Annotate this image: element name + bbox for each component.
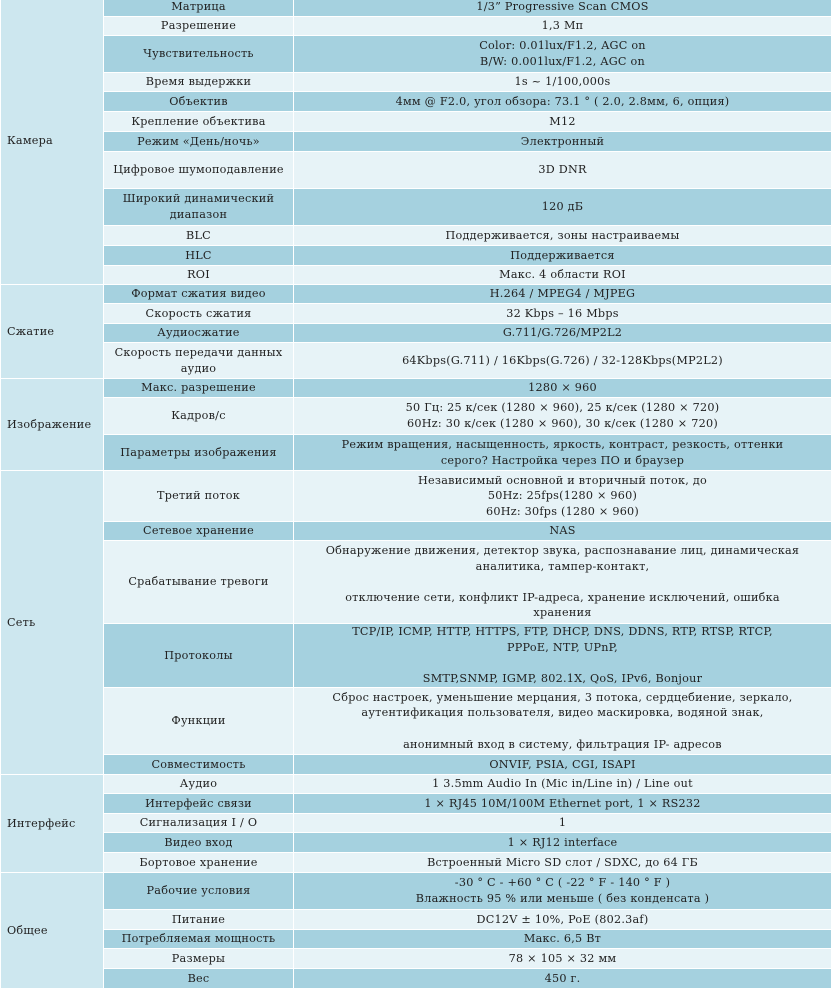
spec-key-cell: Бортовое хранение [104, 853, 294, 873]
spec-value-line: 32 Kbps – 16 Mbps [298, 306, 827, 322]
spec-row [1, 471, 831, 522]
spec-value-cell [294, 246, 831, 266]
spec-row [1, 0, 831, 17]
spec-value-line: хранения [298, 605, 827, 621]
spec-row [1, 152, 831, 189]
spec-value-line [298, 656, 827, 672]
spec-key-cell: Потребляемая мощность [104, 930, 294, 949]
spec-value-line [298, 574, 827, 590]
category-cell: Интерфейс [1, 775, 104, 873]
spec-row [1, 17, 831, 36]
spec-value-line: -30 ° C - +60 ° C ( -22 ° F - 140 ° F ) [298, 875, 827, 891]
spec-key-cell: Скорость передачи данных аудио [104, 343, 294, 379]
spec-key-cell: Рабочие условия [104, 873, 294, 910]
spec-value-cell [294, 775, 831, 794]
spec-value-cell [294, 688, 831, 755]
spec-row [1, 755, 831, 775]
spec-value-line: 1s ~ 1/100,000s [298, 74, 827, 90]
spec-value-line: 60Hz: 30fps (1280 × 960) [298, 504, 827, 520]
spec-value-line: Макс. 6,5 Вт [298, 931, 827, 947]
spec-value-cell [294, 304, 831, 324]
spec-value-line: аналитика, тампер-контакт, [298, 559, 827, 575]
spec-value-cell [294, 833, 831, 853]
spec-value-cell [294, 873, 831, 910]
spec-row [1, 304, 831, 324]
spec-value-line: SMTP,SNMP, IGMP, 802.1X, QoS, IPv6, Bonjour [298, 671, 827, 687]
spec-value-line: 50 Гц: 25 к/сек (1280 × 960), 25 к/сек (1280 × 720) [298, 400, 827, 416]
spec-row [1, 92, 831, 112]
spec-row [1, 226, 831, 246]
spec-row [1, 814, 831, 833]
spec-key-cell: Размеры [104, 949, 294, 969]
spec-value-cell [294, 112, 831, 132]
spec-row [1, 522, 831, 541]
spec-value-cell [294, 435, 831, 471]
spec-key-cell: BLC [104, 226, 294, 246]
spec-value-line: Поддерживается [298, 248, 827, 264]
spec-value-line: NAS [298, 523, 827, 539]
spec-value-cell [294, 471, 831, 522]
spec-row [1, 688, 831, 755]
spec-value-line [298, 721, 827, 737]
spec-value-cell [294, 226, 831, 246]
spec-value-line: B/W: 0.001lux/F1.2, AGC on [298, 54, 827, 70]
spec-value-line: Поддерживается, зоны настраиваемы [298, 228, 827, 244]
spec-value-cell [294, 17, 831, 36]
spec-key-cell: Крепление объектива [104, 112, 294, 132]
spec-row [1, 910, 831, 930]
spec-value-cell [294, 285, 831, 304]
spec-row [1, 189, 831, 226]
spec-value-line: 4мм @ F2.0, угол обзора: 73.1 ° ( 2.0, 2.8мм, 6, опция) [298, 94, 827, 110]
spec-value-line: Независимый основной и вторичный поток, до [298, 473, 827, 489]
spec-value-line: 64Kbps(G.711) / 16Kbps(G.726) / 32-128Kbps(MP2L2) [298, 353, 827, 369]
spec-key-cell: Аудиосжатие [104, 324, 294, 343]
spec-value-line: 450 г. [298, 971, 827, 987]
spec-value-cell [294, 930, 831, 949]
spec-key-cell: ROI [104, 266, 294, 285]
spec-key-cell: Интерфейс связи [104, 794, 294, 814]
spec-key-cell: Аудио [104, 775, 294, 794]
spec-value-line: ONVIF, PSIA, CGI, ISAPI [298, 757, 827, 773]
spec-row [1, 379, 831, 398]
spec-value-cell [294, 266, 831, 285]
spec-value-cell [294, 92, 831, 112]
category-cell: Сеть [1, 471, 104, 775]
spec-value-line: Электронный [298, 134, 827, 150]
spec-value-line: Color: 0.01lux/F1.2, AGC on [298, 38, 827, 54]
spec-value-line: Влажность 95 % или меньше ( без конденсата ) [298, 891, 827, 907]
spec-key-cell: Сигнализация I / O [104, 814, 294, 833]
spec-row [1, 398, 831, 435]
spec-value-line: 1,3 Мп [298, 18, 827, 34]
spec-key-cell: Питание [104, 910, 294, 930]
spec-row [1, 949, 831, 969]
spec-value-line: 78 × 105 × 32 мм [298, 951, 827, 967]
spec-value-cell [294, 398, 831, 435]
spec-row [1, 541, 831, 624]
spec-value-line: 1 × RJ45 10M/100M Ethernet port, 1 × RS232 [298, 796, 827, 812]
category-cell: Изображение [1, 379, 104, 471]
spec-row [1, 624, 831, 688]
spec-value-line: 1 × RJ12 interface [298, 835, 827, 851]
spec-row [1, 324, 831, 343]
spec-value-cell [294, 152, 831, 189]
spec-value-cell [294, 949, 831, 969]
spec-value-cell [294, 794, 831, 814]
spec-row [1, 132, 831, 152]
spec-row [1, 112, 831, 132]
spec-value-line: анонимный вход в систему, фильтрация IP- адресов [298, 737, 827, 753]
spec-key-cell: Протоколы [104, 624, 294, 688]
spec-row [1, 833, 831, 853]
spec-row [1, 794, 831, 814]
spec-value-cell [294, 343, 831, 379]
spec-key-cell: Формат сжатия видео [104, 285, 294, 304]
spec-key-cell: Разрешение [104, 17, 294, 36]
spec-value-line: DC12V ± 10%, PoE (802.3af) [298, 912, 827, 928]
spec-row [1, 775, 831, 794]
category-cell: Общее [1, 873, 104, 989]
spec-row [1, 285, 831, 304]
spec-value-line: G.711/G.726/MP2L2 [298, 325, 827, 341]
spec-value-cell [294, 853, 831, 873]
spec-value-line: Обнаружение движения, детектор звука, распознавание лиц, динамическая [298, 543, 827, 559]
spec-key-cell: Макс. разрешение [104, 379, 294, 398]
spec-value-line: 60Hz: 30 к/сек (1280 × 960), 30 к/сек (1280 × 720) [298, 416, 827, 432]
spec-value-line: Макс. 4 области ROI [298, 267, 827, 283]
spec-value-line: 1 [298, 815, 827, 831]
spec-key-cell: Совместимость [104, 755, 294, 775]
spec-value-line: Сброс настроек, уменьшение мерцания, 3 потока, сердцебиение, зеркало, [298, 690, 827, 706]
spec-value-cell [294, 624, 831, 688]
spec-value-line: серого? Настройка через ПО и браузер [298, 453, 827, 469]
spec-value-cell [294, 814, 831, 833]
spec-value-cell [294, 910, 831, 930]
spec-value-line: 1/3” Progressive Scan CMOS [298, 0, 827, 15]
spec-value-line: Режим вращения, насыщенность, яркость, контраст, резкость, оттенки [298, 437, 827, 453]
spec-key-cell: Чувствительность [104, 36, 294, 73]
spec-row [1, 343, 831, 379]
spec-value-line: 1 3.5mm Audio In (Mic in/Line in) / Line out [298, 776, 827, 792]
spec-key-cell: Время выдержки [104, 73, 294, 92]
spec-key-cell: Видео вход [104, 833, 294, 853]
category-cell: Сжатие [1, 285, 104, 379]
spec-value-line: M12 [298, 114, 827, 130]
spec-row [1, 246, 831, 266]
spec-value-line: PPPoE, NTP, UPnP, [298, 640, 827, 656]
spec-key-cell: Матрица [104, 0, 294, 17]
spec-row [1, 853, 831, 873]
spec-row [1, 930, 831, 949]
spec-key-cell: Цифровое шумоподавление [104, 152, 294, 189]
spec-value-line: TCP/IP, ICMP, HTTP, HTTPS, FTP, DHCP, DNS, DDNS, RTP, RTSP, RTCP, [298, 624, 827, 640]
spec-value-cell [294, 0, 831, 17]
spec-value-line: аутентификация пользователя, видео маскировка, водяной знак, [298, 705, 827, 721]
spec-key-cell: Объектив [104, 92, 294, 112]
spec-row [1, 266, 831, 285]
spec-value-line: 3D DNR [298, 162, 827, 178]
category-cell: Камера [1, 0, 104, 285]
spec-key-cell: Вес [104, 969, 294, 989]
spec-value-line: 1280 × 960 [298, 380, 827, 396]
spec-value-cell [294, 324, 831, 343]
spec-key-cell: Широкий динамический диапазон [104, 189, 294, 226]
spec-key-cell: Сетевое хранение [104, 522, 294, 541]
spec-key-cell: Третий поток [104, 471, 294, 522]
spec-key-cell: Функции [104, 688, 294, 755]
spec-key-cell: Кадров/с [104, 398, 294, 435]
spec-value-line: 120 дБ [298, 199, 827, 215]
spec-value-line: отключение сети, конфликт IP-адреса, хранение исключений, ошибка [298, 590, 827, 606]
spec-value-line: Встроенный Micro SD слот / SDXC, до 64 ГБ [298, 855, 827, 871]
spec-value-cell [294, 189, 831, 226]
spec-value-cell [294, 522, 831, 541]
spec-key-cell: Режим «День/ночь» [104, 132, 294, 152]
spec-value-cell [294, 541, 831, 624]
spec-row [1, 435, 831, 471]
spec-key-cell: HLC [104, 246, 294, 266]
spec-key-cell: Срабатывание тревоги [104, 541, 294, 624]
spec-value-cell [294, 36, 831, 73]
spec-row [1, 873, 831, 910]
spec-key-cell: Параметры изображения [104, 435, 294, 471]
spec-value-line: H.264 / MPEG4 / MJPEG [298, 286, 827, 302]
spec-key-cell: Скорость сжатия [104, 304, 294, 324]
spec-value-cell [294, 755, 831, 775]
spec-value-cell [294, 132, 831, 152]
spec-value-line: 50Hz: 25fps(1280 × 960) [298, 488, 827, 504]
spec-row [1, 73, 831, 92]
spec-value-cell [294, 379, 831, 398]
spec-table-body [1, 0, 831, 989]
spec-value-cell [294, 73, 831, 92]
spec-row [1, 36, 831, 73]
